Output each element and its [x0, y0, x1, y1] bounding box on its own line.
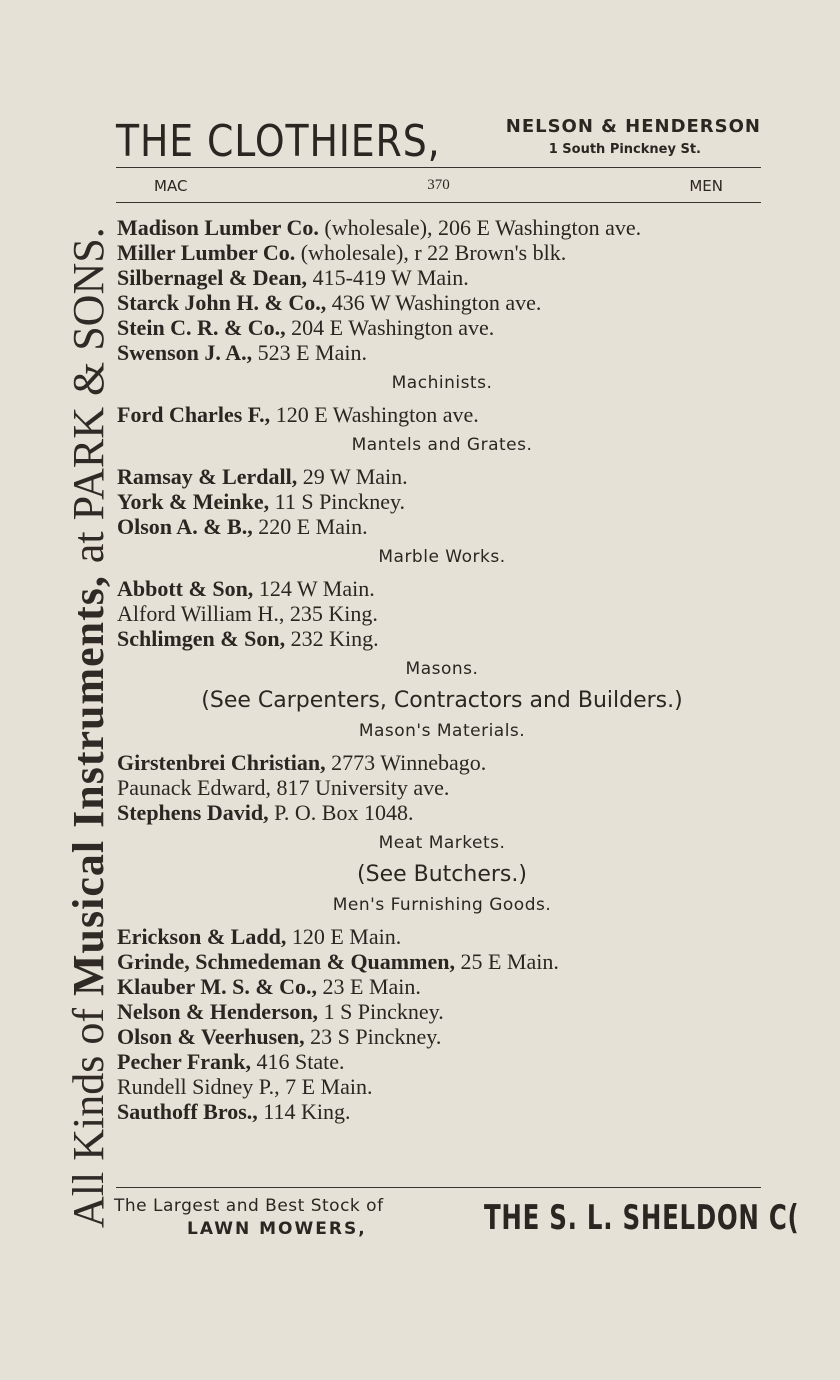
entry-name: Grinde, Schmedeman & Quammen,: [117, 949, 455, 974]
entry-details: (wholesale), r 22 Brown's blk.: [295, 240, 567, 265]
top-ad-firm: NELSON & HENDERSON: [505, 116, 761, 137]
entry-details: 2773 Winnebago.: [325, 750, 487, 775]
directory-entry: [117, 290, 767, 315]
entry-name: Pecher Frank,: [117, 1049, 252, 1074]
page-number: 370: [427, 177, 450, 193]
directory-entry: [117, 999, 767, 1024]
directory-entry: [117, 489, 767, 514]
directory-entry: [117, 750, 767, 775]
entry-name: Ramsay & Lerdall,: [117, 464, 298, 489]
entry-name: Silbernagel & Dean,: [117, 265, 308, 290]
directory-entry: [117, 924, 767, 949]
side-ad-highlight: Musical Instruments,: [63, 575, 113, 996]
entry-details: 11 S Pinckney.: [269, 489, 406, 514]
entry-details: Rundell Sidney P., 7 E Main.: [117, 1074, 373, 1099]
cross-reference-note: (See Carpenters, Contractors and Builders.): [201, 688, 683, 713]
entry-details: P. O. Box 1048.: [268, 800, 414, 825]
entry-details: 232 King.: [285, 626, 379, 651]
entry-name: Madison Lumber Co.: [117, 215, 319, 240]
entry-name: Sauthoff Bros.,: [117, 1099, 258, 1124]
entry-name: Schlimgen & Son,: [117, 626, 286, 651]
entry-details: Alford William H., 235 King.: [117, 601, 378, 626]
entry-name: Klauber M. S. & Co.,: [117, 974, 318, 999]
header-rule-bottom: [116, 202, 761, 203]
entry-details: 124 W Main.: [253, 576, 375, 601]
directory-entry: [117, 240, 767, 265]
entry-name: Girstenbrei Christian,: [117, 750, 326, 775]
guide-word-right: MEN: [689, 177, 723, 195]
directory-entry: [117, 949, 767, 974]
bottom-advertisement: [112, 1192, 800, 1242]
entry-details: 120 E Washington ave.: [270, 402, 479, 427]
category-heading: Machinists.: [391, 373, 493, 393]
entry-details: 25 E Main.: [454, 949, 559, 974]
entry-details: 416 State.: [251, 1049, 345, 1074]
category-heading: Marble Works.: [378, 547, 506, 567]
directory-entry: [117, 1074, 767, 1099]
category-heading: Mason's Materials.: [358, 721, 526, 741]
entry-name: Starck John H. & Co.,: [117, 290, 327, 315]
clothiers-headline: THE CLOTHIERS,: [116, 116, 441, 167]
directory-entry: [117, 576, 767, 601]
entry-details: (wholesale), 206 E Washington ave.: [318, 215, 642, 240]
entry-details: 523 E Main.: [252, 340, 367, 365]
entry-details: 204 E Washington ave.: [285, 315, 495, 340]
entry-name: Abbott & Son,: [117, 576, 254, 601]
directory-entry: [117, 340, 767, 365]
entry-name: Miller Lumber Co.: [117, 240, 296, 265]
entry-details: Paunack Edward, 817 University ave.: [117, 775, 450, 800]
entry-name: Olson & Veerhusen,: [117, 1024, 305, 1049]
entry-name: Ford Charles F.,: [117, 402, 271, 427]
bottom-ad-line2: LAWN MOWERS,: [187, 1219, 367, 1239]
side-ad-prefix: All Kinds of: [63, 1008, 113, 1228]
entry-name: Erickson & Ladd,: [117, 924, 287, 949]
entry-details: 1 S Pinckney.: [318, 999, 444, 1024]
entry-details: 415-419 W Main.: [307, 265, 469, 290]
running-head: [116, 172, 761, 202]
directory-listing: [117, 215, 767, 1124]
category-heading: Men's Furnishing Goods.: [332, 895, 552, 915]
entry-details: 23 S Pinckney.: [304, 1024, 442, 1049]
directory-entry: [117, 1024, 767, 1049]
directory-entry: [117, 1049, 767, 1074]
entry-details: 23 E Main.: [317, 974, 421, 999]
cross-reference-note: (See Butchers.): [357, 862, 527, 887]
footer-rule: [116, 1187, 761, 1188]
directory-entry: [117, 215, 767, 240]
entry-details: 436 W Washington ave.: [326, 290, 542, 315]
entry-details: 120 E Main.: [286, 924, 402, 949]
bottom-ad-line1: The Largest and Best Stock of: [114, 1196, 384, 1216]
guide-word-left: MAC: [154, 177, 188, 195]
directory-entry: [117, 626, 767, 651]
entry-name: Olson A. & B.,: [117, 514, 253, 539]
directory-entry: [117, 464, 767, 489]
directory-entry: [117, 974, 767, 999]
side-advertisement: [60, 108, 116, 1228]
category-heading: Masons.: [405, 659, 479, 679]
category-heading: Mantels and Grates.: [351, 435, 533, 455]
side-ad-suffix: at PARK & SONS.: [63, 227, 113, 564]
entry-name: York & Meinke,: [117, 489, 270, 514]
header-rule-top: [116, 167, 761, 168]
directory-entry: [117, 402, 767, 427]
directory-entry: [117, 315, 767, 340]
top-ad-address: 1 South Pinckney St.: [548, 142, 701, 157]
directory-entry: [117, 601, 767, 626]
entry-name: Nelson & Henderson,: [117, 999, 319, 1024]
directory-entry: [117, 1099, 767, 1124]
sheldon-brand: THE S. L. SHELDON C(: [484, 1198, 800, 1238]
directory-entry: [117, 514, 767, 539]
directory-entry: [117, 265, 767, 290]
entry-details: 220 E Main.: [252, 514, 368, 539]
entry-name: Stein C. R. & Co.,: [117, 315, 286, 340]
category-heading: Meat Markets.: [378, 833, 506, 853]
entry-name: Stephens David,: [117, 800, 269, 825]
entry-details: 114 King.: [257, 1099, 351, 1124]
top-advertisement: [116, 110, 761, 172]
entry-details: 29 W Main.: [297, 464, 408, 489]
entry-name: Swenson J. A.,: [117, 340, 253, 365]
directory-entry: [117, 775, 767, 800]
directory-entry: [117, 800, 767, 825]
